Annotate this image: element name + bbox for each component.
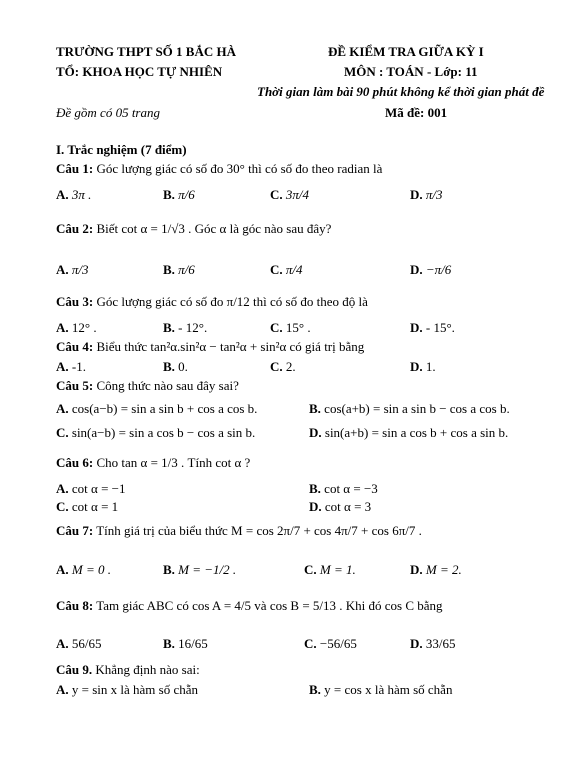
option-letter: D. (410, 187, 423, 202)
question-1-label: Câu 1: (56, 161, 94, 176)
option-text: 12° . (71, 320, 97, 335)
question-8-text: Tam giác ABC có cos A = 4/5 và cos B = 5/13 . Khi đó cos C bằng (96, 598, 443, 613)
question-4-text: Biểu thức tan²α.sin²α − tan²α + sin²α có giá trị bằng (96, 339, 365, 354)
option-letter: C. (270, 262, 283, 277)
option-letter: D. (309, 499, 322, 514)
option-text: sin(a+b) = sin a cos b + cos a sin b. (324, 425, 509, 440)
option-letter: A. (56, 401, 69, 416)
time-line: Thời gian làm bài 90 phút không kể thời gian phát đề (257, 84, 545, 99)
option-text: - 12°. (178, 320, 208, 335)
q4-option-b[interactable] (163, 359, 188, 375)
q9-option-b[interactable] (309, 682, 452, 698)
q4-option-a[interactable] (56, 359, 86, 375)
option-letter: D. (410, 562, 423, 577)
question-3 (56, 294, 368, 310)
q6-option-c[interactable] (56, 499, 118, 515)
question-2 (56, 221, 331, 237)
option-letter: D. (410, 636, 423, 651)
q6-option-a[interactable] (56, 481, 126, 497)
option-letter: C. (270, 187, 283, 202)
option-text: π/6 (178, 187, 195, 202)
option-letter: B. (163, 636, 175, 651)
q6-option-b[interactable] (309, 481, 378, 497)
q1-option-a[interactable] (56, 187, 91, 203)
question-2-text: Biết cot α = 1/√3 . Góc α là góc nào sau đây? (96, 221, 332, 236)
q5-option-b[interactable] (309, 401, 510, 417)
q7-option-a[interactable] (56, 562, 111, 578)
option-text: M = 2. (425, 562, 462, 577)
option-letter: B. (163, 562, 175, 577)
question-6-label: Câu 6: (56, 455, 94, 470)
option-letter: D. (410, 320, 423, 335)
option-text: cos(a−b) = sin a sin b + cos a cos b. (71, 401, 258, 416)
option-letter: B. (163, 187, 175, 202)
question-2-label: Câu 2: (56, 221, 94, 236)
question-3-text: Góc lượng giác có số đo π/12 thì có số đo theo độ là (96, 294, 368, 309)
q7-option-b[interactable] (163, 562, 236, 578)
option-text: 1. (425, 359, 436, 374)
option-text: - 15°. (425, 320, 455, 335)
option-letter: A. (56, 682, 69, 697)
option-letter: B. (163, 359, 175, 374)
option-text: 0. (178, 359, 188, 374)
subject-line: MÔN : TOÁN - Lớp: 11 (344, 64, 478, 79)
q6-option-d[interactable] (309, 499, 371, 515)
option-text: cot α = 1 (71, 499, 119, 514)
option-letter: D. (309, 425, 322, 440)
option-text: cot α = −1 (71, 481, 126, 496)
department-name: TỔ: KHOA HỌC TỰ NHIÊN (56, 64, 223, 79)
section-title: I. Trắc nghiệm (7 điểm) (56, 142, 187, 157)
q4-option-c[interactable] (270, 359, 296, 375)
option-letter: C. (270, 359, 283, 374)
option-letter: A. (56, 187, 69, 202)
option-text: π/3 (425, 187, 443, 202)
q5-option-a[interactable] (56, 401, 257, 417)
option-text: 15° . (285, 320, 311, 335)
option-text: 3π . (71, 187, 92, 202)
question-8-label: Câu 8: (56, 598, 94, 613)
question-9-text: Khẳng định nào sai: (95, 662, 200, 677)
q3-option-c[interactable] (270, 320, 311, 336)
question-5-text: Công thức nào sau đây sai? (96, 378, 239, 393)
question-4-label: Câu 4: (56, 339, 94, 354)
option-letter: C. (304, 636, 317, 651)
question-8 (56, 598, 443, 614)
q4-option-d[interactable] (410, 359, 436, 375)
option-letter: D. (410, 262, 423, 277)
option-letter: B. (309, 682, 321, 697)
q2-option-b[interactable] (163, 262, 195, 278)
school-name: TRƯỜNG THPT SỐ 1 BẮC HÀ (56, 44, 236, 59)
option-letter: B. (309, 401, 321, 416)
question-9 (56, 662, 200, 678)
option-text: 2. (285, 359, 296, 374)
question-5-label: Câu 5: (56, 378, 94, 393)
q2-option-d[interactable] (410, 262, 451, 278)
q7-option-c[interactable] (304, 562, 356, 578)
q7-option-d[interactable] (410, 562, 462, 578)
option-text: 33/65 (425, 636, 456, 651)
option-text: 3π/4 (285, 187, 310, 202)
option-letter: C. (56, 425, 69, 440)
q1-option-b[interactable] (163, 187, 195, 203)
question-6-text: Cho tan α = 1/3 . Tính cot α ? (96, 455, 251, 470)
q1-option-c[interactable] (270, 187, 309, 203)
option-letter: D. (410, 359, 423, 374)
option-text: M = −1/2 . (178, 562, 237, 577)
exam-title: ĐỀ KIỂM TRA GIỮA KỲ I (328, 44, 484, 59)
option-letter: A. (56, 481, 69, 496)
option-text: M = 1. (319, 562, 356, 577)
question-7-label: Câu 7: (56, 523, 94, 538)
option-letter: A. (56, 562, 69, 577)
question-9-label: Câu 9. (56, 662, 93, 677)
option-letter: B. (163, 262, 175, 277)
q5-option-c[interactable] (56, 425, 255, 441)
q3-option-a[interactable] (56, 320, 97, 336)
option-text: π/4 (285, 262, 303, 277)
q9-option-a[interactable] (56, 682, 198, 698)
question-5 (56, 378, 239, 394)
q5-option-d[interactable] (309, 425, 508, 441)
option-letter: C. (304, 562, 317, 577)
option-letter: C. (270, 320, 283, 335)
q1-option-d[interactable] (410, 187, 443, 203)
option-text: cot α = −3 (324, 481, 378, 496)
q3-option-d[interactable] (410, 320, 455, 336)
option-text: M = 0 . (71, 562, 111, 577)
q3-option-b[interactable] (163, 320, 207, 336)
option-text: −56/65 (319, 636, 357, 651)
option-letter: A. (56, 262, 69, 277)
option-text: −π/6 (425, 262, 452, 277)
page-count: Đề gồm có 05 trang (56, 105, 160, 120)
option-text: 56/65 (71, 636, 102, 651)
option-letter: B. (163, 320, 175, 335)
option-text: y = cos x là hàm số chẵn (324, 682, 453, 697)
exam-code: Mã đề: 001 (385, 105, 448, 120)
option-text: cot α = 3 (324, 499, 372, 514)
option-text: π/3 (71, 262, 89, 277)
question-6 (56, 455, 250, 471)
option-letter: B. (309, 481, 321, 496)
option-letter: A. (56, 636, 69, 651)
option-text: y = sin x là hàm số chẵn (71, 682, 199, 697)
option-letter: A. (56, 320, 69, 335)
q8-option-c[interactable] (304, 636, 357, 652)
option-text: 16/65 (178, 636, 208, 651)
option-text: π/6 (178, 262, 195, 277)
question-3-label: Câu 3: (56, 294, 94, 309)
q8-option-a[interactable] (56, 636, 102, 652)
q8-option-b[interactable] (163, 636, 208, 652)
q8-option-d[interactable] (410, 636, 456, 652)
question-4 (56, 339, 364, 355)
option-text: -1. (71, 359, 86, 374)
q2-option-a[interactable] (56, 262, 89, 278)
question-7 (56, 523, 422, 539)
q2-option-c[interactable] (270, 262, 303, 278)
option-letter: C. (56, 499, 69, 514)
option-text: sin(a−b) = sin a cos b − cos a sin b. (71, 425, 256, 440)
option-letter: A. (56, 359, 69, 374)
question-1 (56, 161, 382, 177)
question-1-text: Góc lượng giác có số đo 30° thì có số đo theo radian là (96, 161, 383, 176)
question-7-text: Tính giá trị của biểu thức M = cos 2π/7 + cos 4π/7 + cos 6π/7 . (96, 523, 422, 538)
option-text: cos(a+b) = sin a sin b − cos a cos b. (324, 401, 510, 416)
